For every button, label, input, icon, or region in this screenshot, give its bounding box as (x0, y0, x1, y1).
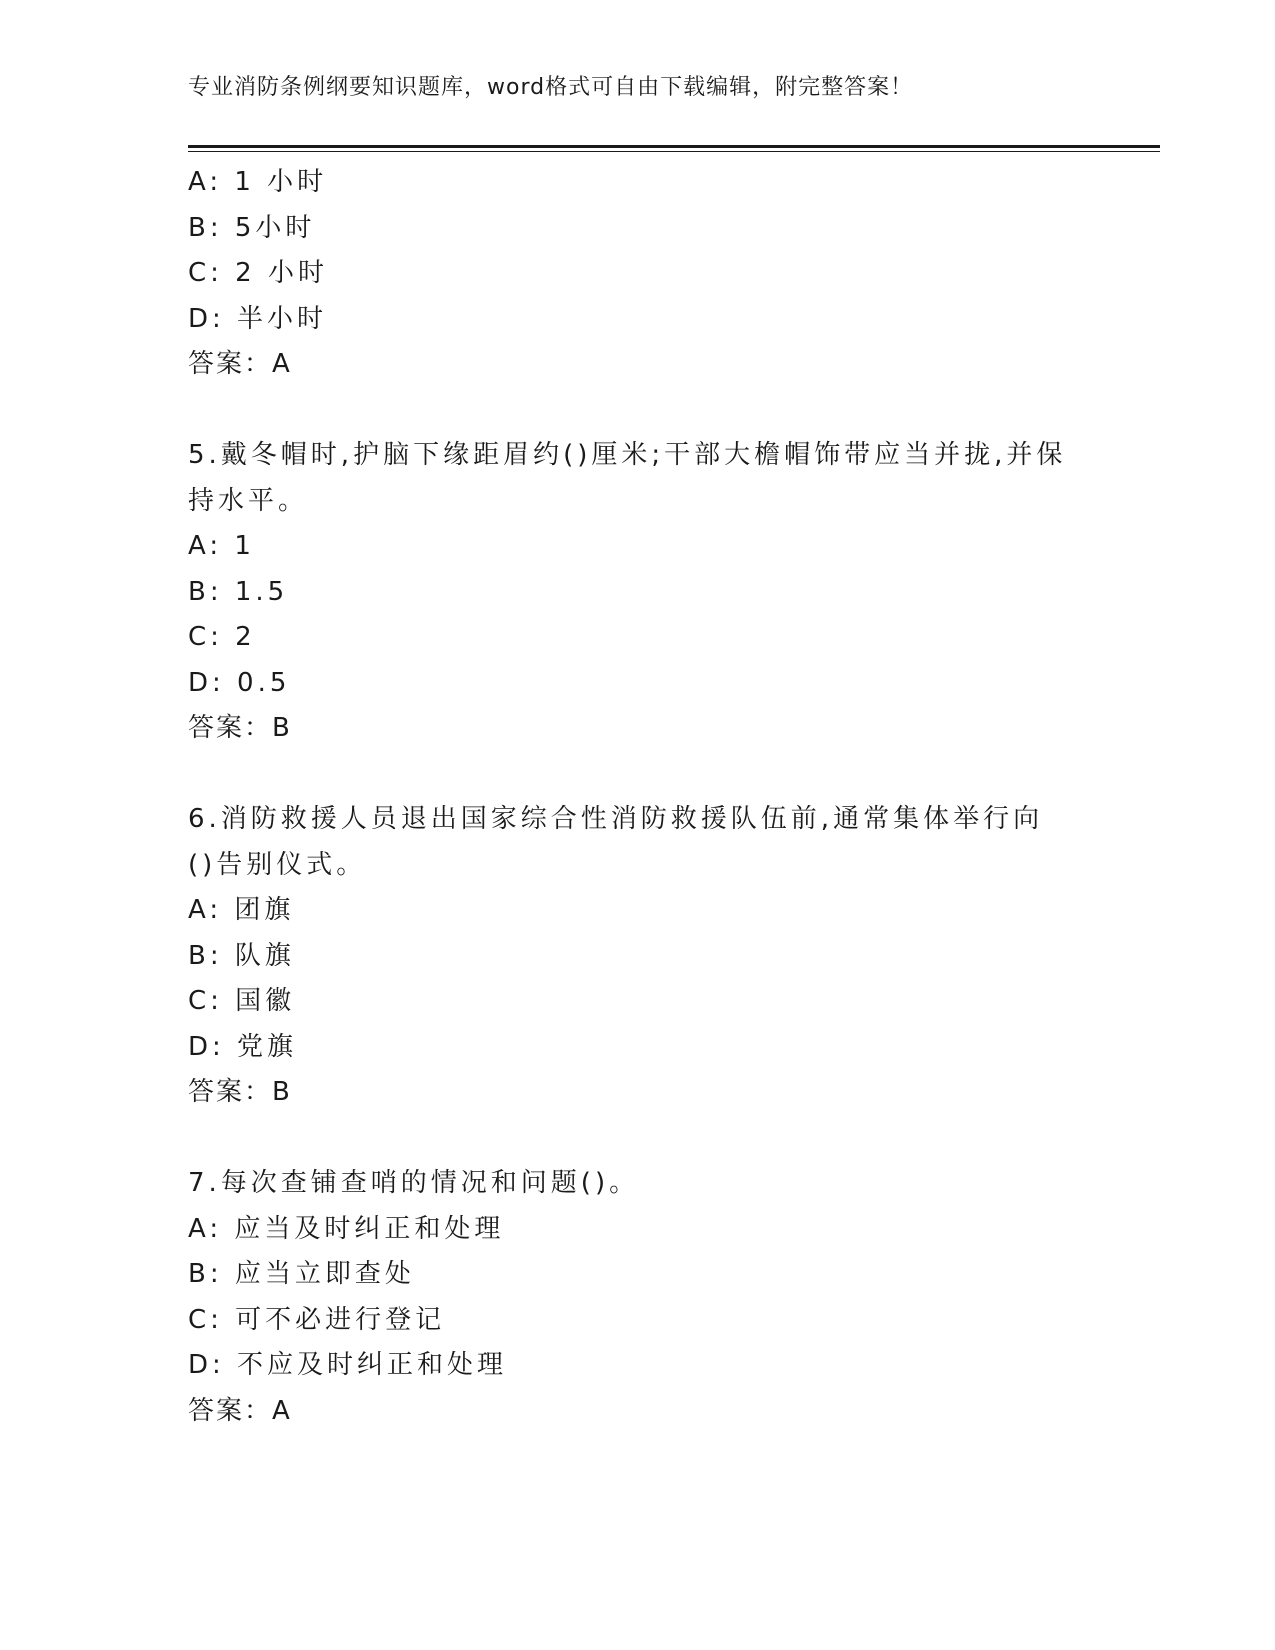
option-b: B: 应当立即查处 (188, 1259, 415, 1289)
answer: 答案：A (188, 1395, 292, 1426)
option-c: C: 可不必进行登记 (188, 1304, 446, 1335)
option-d: D: 不应及时纠正和处理 (188, 1350, 508, 1380)
header-rule-thick (188, 145, 1160, 148)
question-stem: 5.戴冬帽时,护脑下缘距眉约()厘米;干部大檐帽饰带应当并拢,并保持水平。 (188, 440, 1067, 516)
answer: 答案：B (188, 713, 292, 743)
option-c: C: 国徽 (188, 986, 296, 1016)
spacer (188, 752, 1088, 798)
header-rule-thin (188, 151, 1160, 152)
answer: 答案：A (188, 349, 292, 379)
question-7 (188, 1161, 1088, 1434)
spacer (188, 388, 1088, 434)
option-a: A: 1 (188, 531, 255, 561)
question-4 (188, 160, 1088, 388)
option-a: A: 应当及时纠正和处理 (188, 1213, 505, 1244)
option-d: D: 半小时 (188, 303, 328, 334)
page-header: 专业消防条例纲要知识题库，word格式可自由下载编辑，附完整答案！ (188, 75, 914, 100)
question-6 (188, 797, 1088, 1116)
option-a: A: 团旗 (188, 895, 295, 925)
option-a: A: 1 小时 (188, 167, 328, 197)
option-c: C: 2 小时 (188, 258, 328, 288)
option-b: B: 1.5 (188, 576, 289, 607)
option-d: D: 0.5 (188, 667, 291, 698)
spacer (188, 1116, 1088, 1162)
option-b: B: 5小时 (188, 212, 316, 243)
option-c: C: 2 (188, 622, 256, 652)
question-stem: 6.消防救援人员退出国家综合性消防救援队伍前,通常集体举行向()告别仪式。 (188, 804, 1044, 880)
answer: 答案：B (188, 1077, 292, 1107)
question-stem: 7.每次查铺查哨的情况和问题()。 (188, 1168, 640, 1198)
option-d: D: 党旗 (188, 1031, 298, 1062)
question-list (188, 160, 1088, 1434)
option-b: B: 队旗 (188, 940, 295, 971)
question-5 (188, 433, 1088, 752)
